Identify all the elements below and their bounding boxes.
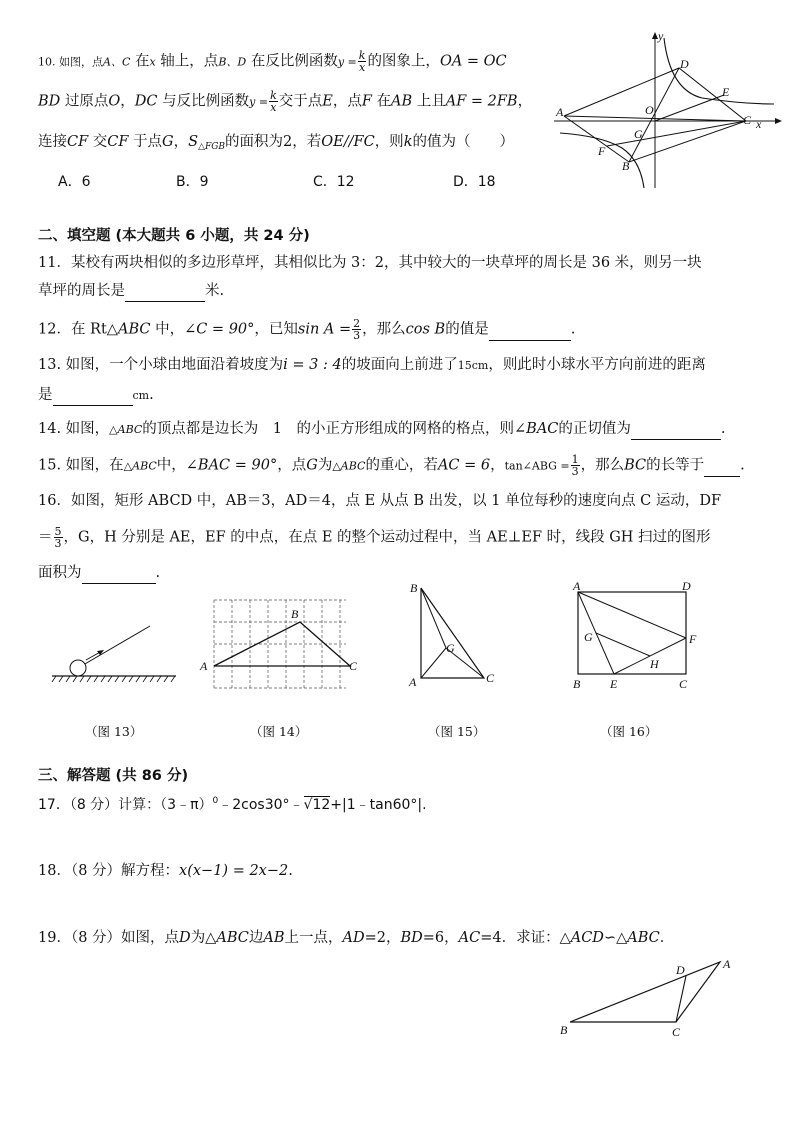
label-c: C bbox=[672, 1025, 681, 1039]
q16-line2: ＝ $\frac{5}{3}$ ，G，H 分别是 AE，EF 的中点，在点 E 的整个运动过程中，当 AE⊥EF 时，线段 GH 扫过的图形 bbox=[38, 525, 711, 550]
answer-blank[interactable] bbox=[704, 456, 740, 477]
label-a: A bbox=[573, 579, 581, 593]
label-d: D bbox=[680, 57, 689, 71]
answer-blank[interactable] bbox=[631, 419, 721, 440]
q10-choice-c: C．12 bbox=[313, 174, 355, 190]
grid bbox=[214, 600, 346, 688]
label-h: H bbox=[650, 657, 659, 671]
q19-line: 19．（8 分）如图，点D为△ABC边AB上一点，AD=2，BD=6，AC=4．求证：△ACD∽△ABC． bbox=[38, 930, 675, 946]
figure-14 bbox=[196, 596, 362, 692]
q10-figure bbox=[552, 30, 784, 190]
label-b: B bbox=[573, 677, 581, 691]
label-g: G bbox=[584, 630, 593, 644]
hyperbola-branch-1 bbox=[664, 38, 774, 104]
figure-15 bbox=[404, 578, 504, 690]
segment-ag bbox=[421, 648, 446, 678]
segment-af bbox=[578, 592, 686, 638]
label-e: E bbox=[722, 85, 730, 99]
figure-16 bbox=[566, 578, 700, 698]
answer-blank[interactable] bbox=[489, 320, 571, 341]
label-b: B bbox=[410, 581, 418, 595]
label-o: O bbox=[645, 103, 654, 117]
fraction-5-over-3: $\frac{5}{3}$ bbox=[54, 525, 62, 550]
triangle-abc bbox=[570, 962, 720, 1022]
label-c: C bbox=[349, 659, 358, 673]
answer-blank[interactable] bbox=[53, 385, 133, 406]
ground-hatching bbox=[52, 676, 175, 682]
caption-fig13: （图 13） bbox=[85, 724, 143, 739]
label-e: E bbox=[610, 677, 618, 691]
label-d: D bbox=[682, 579, 691, 593]
label-c: C bbox=[679, 677, 688, 691]
q12-line: 12．在 Rt△ABC 中，∠C = 90°，已知sin A = $\frac{2}{3}$ ，那么cos B的值是 . bbox=[38, 317, 576, 342]
q10-choice-d: D．18 bbox=[453, 174, 496, 190]
q18-line: 18．（8 分）解方程：x(x−1) = 2x−2. bbox=[38, 863, 293, 879]
label-d: D bbox=[676, 963, 685, 977]
slope-line bbox=[78, 626, 150, 668]
segment-cf bbox=[607, 121, 746, 146]
label-g: G bbox=[634, 127, 643, 141]
q16-line3: 面积为 . bbox=[38, 563, 160, 584]
q10-choice-a: A．6 bbox=[58, 174, 91, 190]
motion-arrowhead bbox=[97, 650, 104, 655]
q10-choice-b: B．9 bbox=[176, 174, 209, 190]
section3-title: 三、解答题 (共 86 分) bbox=[38, 768, 189, 784]
rectangle-abcd bbox=[578, 592, 686, 674]
q16-line1: 16．如图，矩形 ABCD 中，AB＝3，AD＝4，点 E 从点 B 出发，以 1 单位每秒的速度向点 C 运动，DF bbox=[38, 493, 722, 509]
ball bbox=[70, 660, 86, 676]
label-c: C bbox=[486, 671, 495, 685]
q10-line1: 10. 如图，点A、C 在x 轴上，点B、D 在反比例函数y = $\frac{k}{x}$ 的图象上，OA = OC bbox=[38, 49, 507, 74]
section2-title: 二、填空题 (本大题共 6 小题，共 24 分) bbox=[38, 228, 310, 244]
label-f: F bbox=[598, 144, 606, 158]
caption-fig14: （图 14） bbox=[250, 724, 308, 739]
label-a: A bbox=[723, 957, 731, 971]
answer-blank[interactable] bbox=[125, 281, 205, 302]
segment-oe bbox=[655, 95, 724, 121]
q10-line2: BD 过原点O，DC 与反比例函数y = $\frac{k}{x}$ 交于点E，点F 在AB 上且AF = 2FB， bbox=[38, 89, 533, 114]
label-x: x bbox=[756, 117, 762, 131]
label-a: A bbox=[556, 105, 564, 119]
label-c: C bbox=[743, 113, 752, 127]
triangle-abc bbox=[421, 588, 484, 678]
figure-13 bbox=[50, 618, 180, 688]
label-b: B bbox=[560, 1023, 568, 1037]
label-b: B bbox=[622, 159, 630, 173]
fraction-2-over-3: $\frac{2}{3}$ bbox=[353, 317, 361, 342]
q10-line3: 连接CF 交CF 于点G，$S_{\triangle FGB}$的面积为2，若OE//FC，则k的值为（ ） bbox=[38, 134, 514, 152]
label-y: y bbox=[658, 30, 664, 43]
q13-line1: 13. 如图，一个小球由地面沿着坡度为i = 3 : 4的坡面向上前进了15cm，则此时小球水平方向前进的距离 bbox=[38, 357, 706, 373]
label-b: B bbox=[291, 607, 299, 621]
q13-line2: 是 cm. bbox=[38, 385, 154, 406]
q14-line: 14. 如图，△ABC的顶点都是边长为 1 的小正方形组成的网格的格点，则∠BAC的正切值为 . bbox=[38, 419, 726, 440]
answer-blank[interactable] bbox=[82, 563, 156, 584]
q15-line: 15. 如图，在△ABC中，∠BAC = 90°，点G为△ABC的重心，若AC = 6，tan∠ABG = $\frac{1}{3}$ ，那么BC的长等于 . bbox=[38, 453, 745, 478]
label-a: A bbox=[409, 675, 417, 689]
fraction-1-over-3: $\frac{1}{3}$ bbox=[571, 453, 579, 478]
caption-fig16: （图 16） bbox=[600, 724, 658, 739]
fraction-k-over-x: $\frac{k}{x}$ bbox=[358, 49, 366, 74]
x-axis-arrow bbox=[775, 118, 782, 124]
q17-line: 17．（8 分）计算：（3﹣π）$^0$﹣2cos30°﹣√12+|1﹣tan60°|. bbox=[38, 796, 427, 813]
caption-fig15: （图 15） bbox=[428, 724, 486, 739]
figure-19 bbox=[556, 952, 746, 1040]
q11-line2: 草坪的周长是 米. bbox=[38, 281, 224, 302]
label-f: F bbox=[689, 632, 697, 646]
label-g: G bbox=[446, 641, 455, 655]
q11-line1: 11．某校有两块相似的多边形草坪，其相似比为 3：2，其中较大的一块草坪的周长是 36 米，则另一块 bbox=[38, 255, 702, 271]
label-a: A bbox=[200, 659, 208, 673]
fraction-k-over-x-2: $\frac{k}{x}$ bbox=[270, 89, 277, 114]
